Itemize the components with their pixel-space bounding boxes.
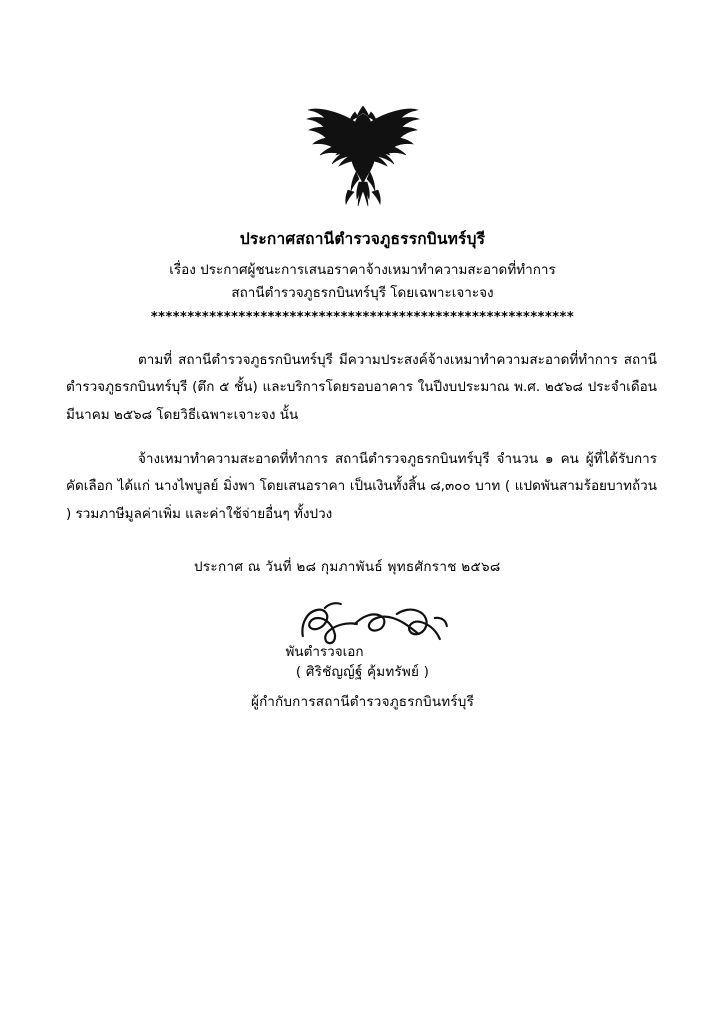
emblem-container xyxy=(62,0,663,210)
signer-rank: พันตำรวจเอก xyxy=(285,644,364,661)
subject-line-1: เรื่อง ประกาศผู้ชนะการเสนอราคาจ้างเหมาทำความสะอาดที่ทำการ xyxy=(169,262,556,279)
paragraph-2: จ้างเหมาทำความสะอาดที่ทำการ สถานีตำรวจภูธรกบินทร์บุรี จำนวน ๑ คน ผู้ที่ได้รับการคัดเลือก ได้แก่ นางไพบูลย์ มิ่งพา โดยเสนอราคา เป็นเงินทั้งสิ้น ๘,๓๐๐ บาท ( แปดพันสามร้อยบาทถ้วน ) รวมภาษีมูลค่าเพิ่ม และค่าใช้จ่ายอื่นๆ ทั้งปวง xyxy=(66,450,657,523)
document-subject xyxy=(62,259,663,304)
page-title: ประกาศสถานีตำรวจภูธรรกบินทร์บุรี xyxy=(239,230,486,248)
signature-block xyxy=(62,604,663,734)
paragraph-1: ตามที่ สถานีตำรวจภูธรกบินทร์บุรี มีความประสงค์จ้างเหมาทำความสะอาดที่ทำการ สถานีตำรวจภูธรกบินทร์บุรี (ตึก ๕ ชั้น) และบริการโดยรอบอาคาร ในปีงบประมาณ พ.ศ. ๒๕๖๘ ประจำเดือน มีนาคม ๒๕๖๘ โดยวิธีเฉพาะเจาะจง นั้น xyxy=(66,351,657,424)
signer-rank-row xyxy=(62,604,663,661)
star-divider: ********************************************************** xyxy=(150,309,575,325)
document-body xyxy=(62,347,663,529)
signer-name: ( ศิริชัญญ์ฐ์ คุ้มทรัพย์ ) xyxy=(295,664,430,681)
subject-line-2: สถานีตำรวจภูธรกบินทร์บุรี โดยเฉพาะเจาะจง xyxy=(231,284,494,301)
garuda-emblem xyxy=(304,98,422,210)
signer-position: ผู้กำกับการสถานีตำรวจภูธรกบินทร์บุรี xyxy=(250,694,475,711)
announcement-date: ประกาศ ณ วันที่ ๒๘ กุมภาพันธ์ พุทธศักราช ๒๕๖๘ xyxy=(194,558,501,575)
